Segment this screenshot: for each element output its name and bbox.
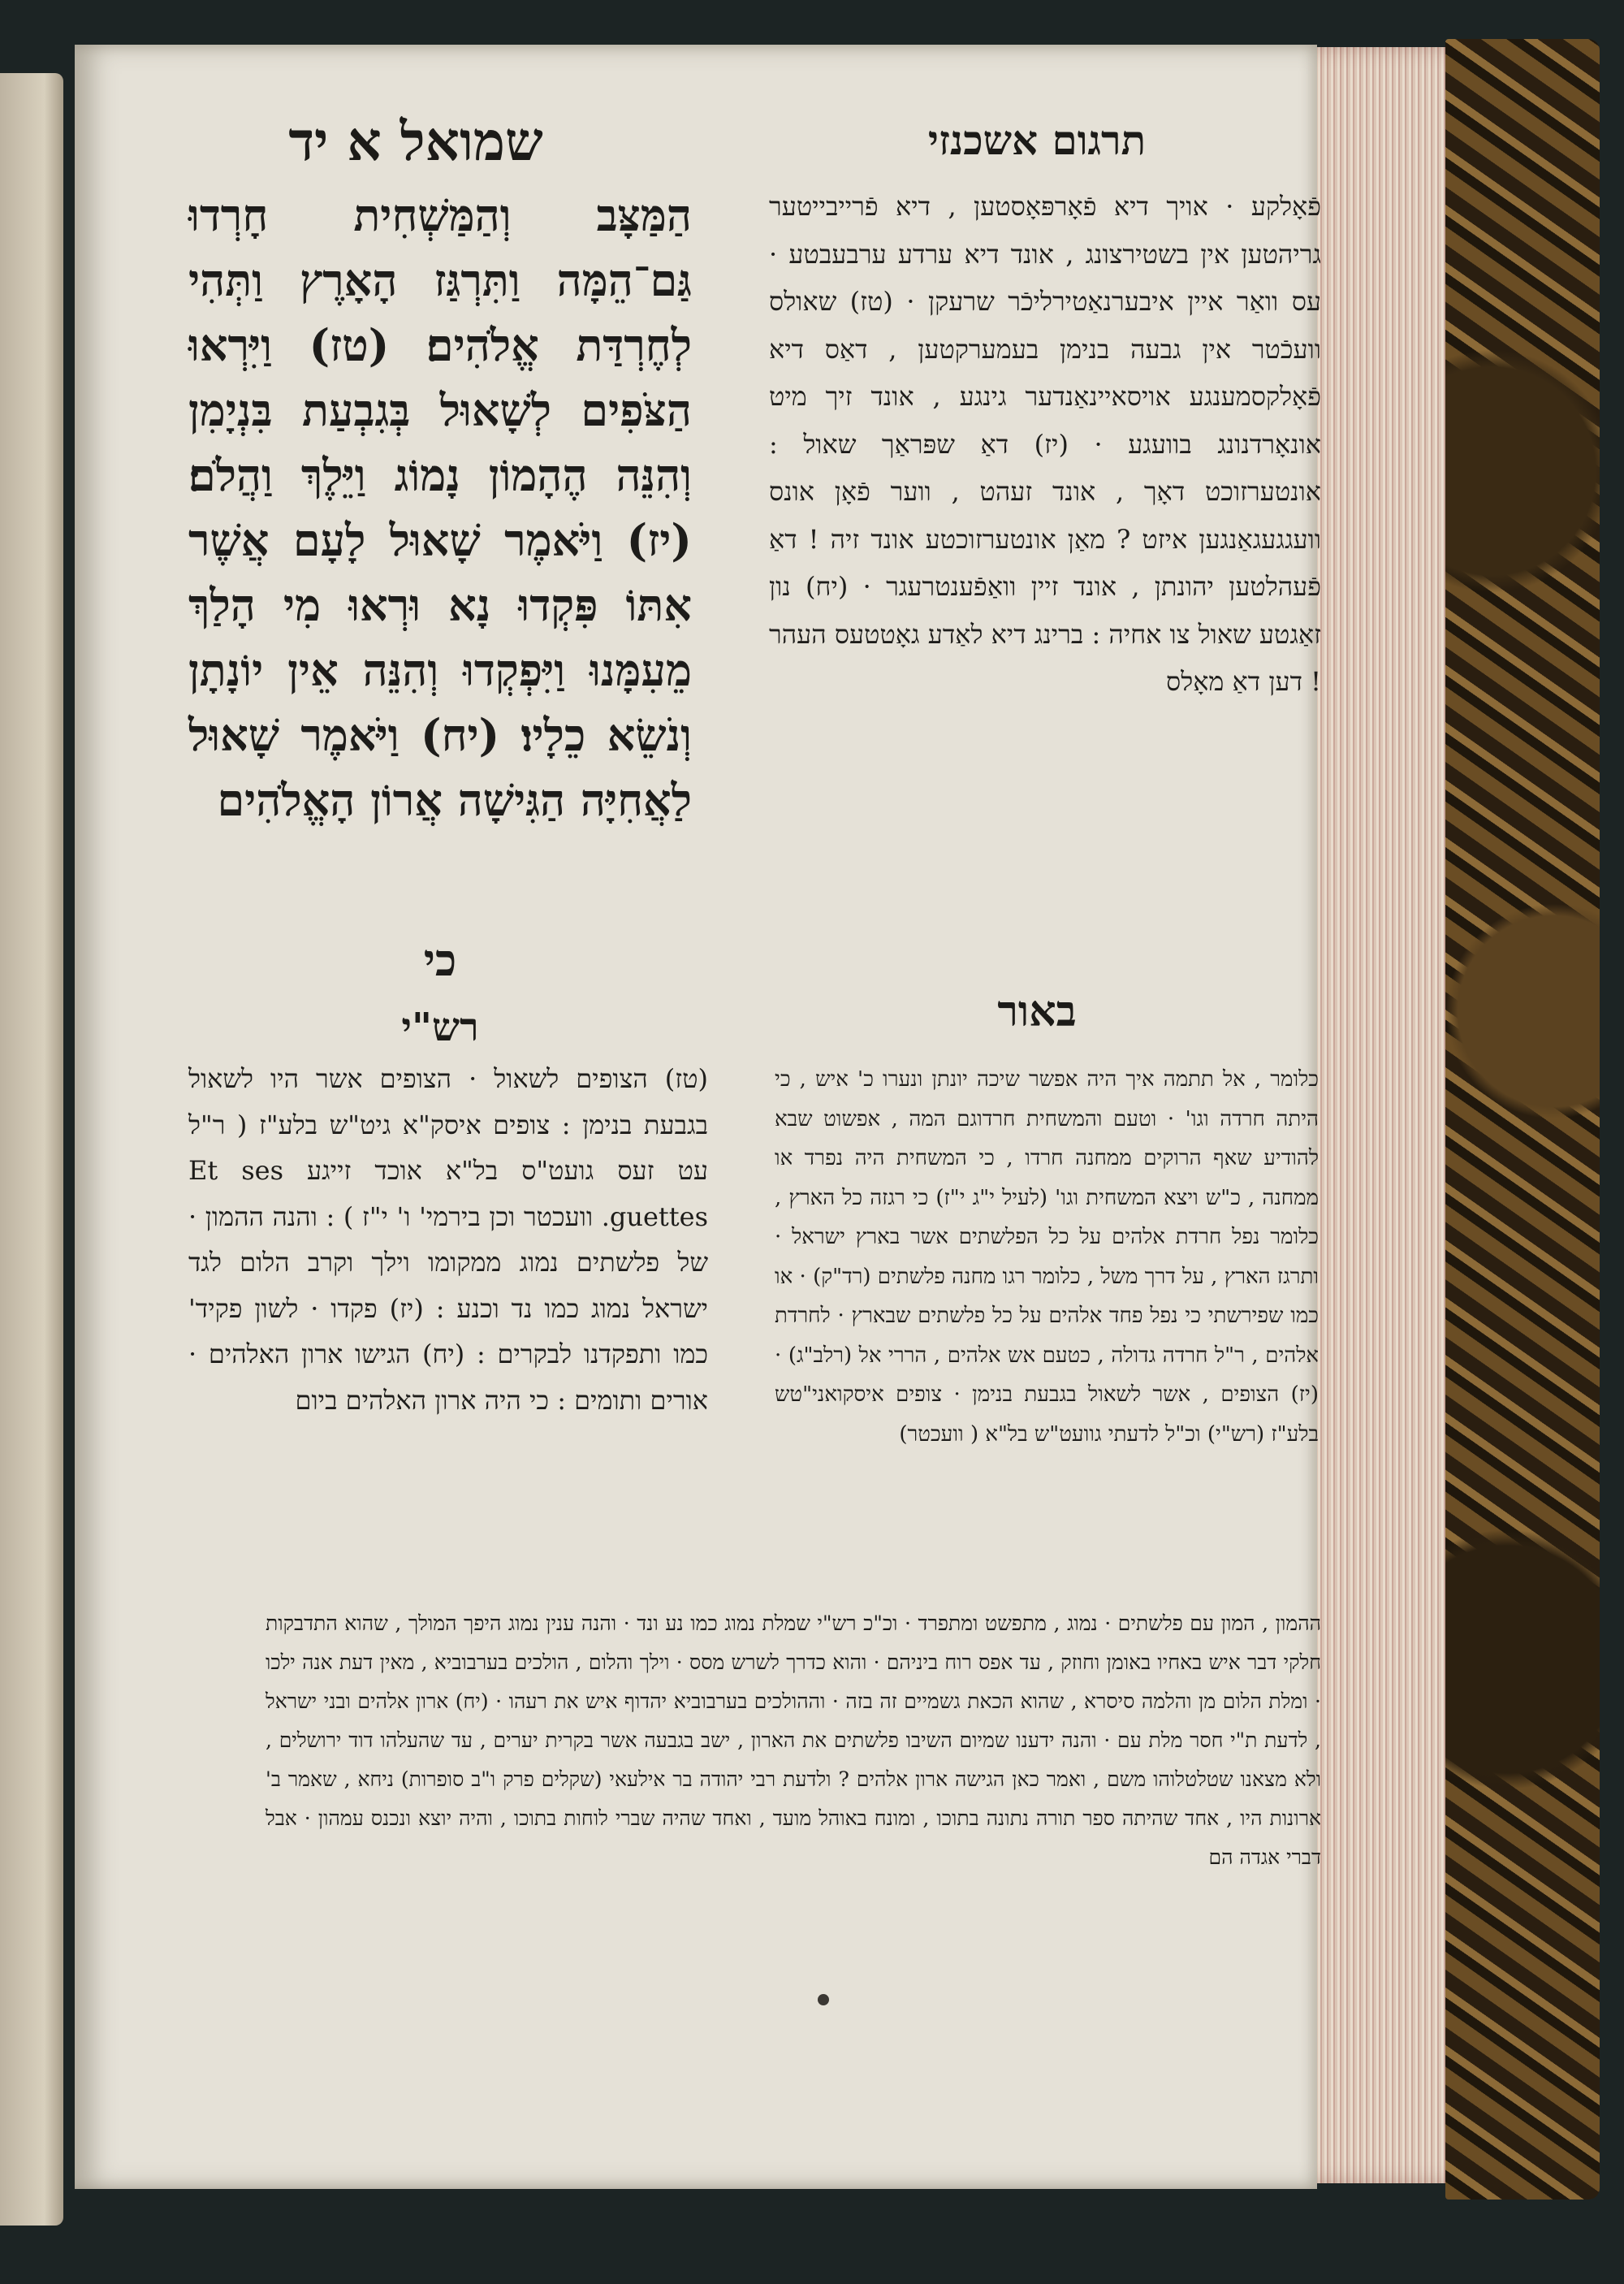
catchword: כי [423,934,457,986]
ink-spot [818,1994,829,2005]
rashi-commentary: (טז) הצופים לשאול · הצופים אשר היו לשאול בגבעת בנימן : צופים איסק"א גיט"ש בלע"ז ( ר"ל עט זעס גועט"ס בל"א אוכד זייגע Et ses guettes. וועכטר וכן בירמי' ו' י"ז ) : והנה ההמון · של פלשתים נמוג ממקומו וילך וקרב הלום לגד ישראל נמוג כמו נד וכנע : (יז) פקדו · לשון פקיד' כמו ותפקדנו לבקרים : (יח) הגישו ארון האלהים · אורים ותומים : כי היה ארון האלהים ביום [188,1063,708,1416]
facing-page-edge [0,73,63,2226]
biur-commentary-continued: ההמון , המון עם פלשתים · נמוג , מתפשט ומתפרד · וכ"כ רש"י שמלת נמוג כמו נע ונד · והנה ענין נמוג היפך המולך , שהוא התדבקות חלקי דבר איש באחיו באומן וחוזק , עד אפס רוח ביניהם · והוא כדרך לשרש מסס · וילך והלום , הולכים בערבוביא , מאין דעת אנה ילכו · ומלת הלום מן והלמה סיסרא , שהוא הכאת גשמיים זה בזה · וההולכים בערבוביא יהדוף איש את רעהו · (יח) ארון אלהים ובני ישראל , לדעת ת"י חסר מלת עם · והנה ידענו שמיום השיבו פלשתים את הארון , ישב בגבעה אשר בקרית יערים , עד שהעלהו דוד ירושלים , ולא מצאנו שטלטלוהו משם , ואמר כאן הגישה ארון אלהים ? ולדעת רבי יהודה בר אילעאי (שקלים פרק ו"ב סופרות) ניחא , שאמר ב' ארונות היו , אחד שהיתה ספר תורה נתונה בתוכו , ומונח באוהל מועד , ואחד שהיה שברי לוחות בתוכו , והיה יוצא ונכנס עמהון · אבל דברי אגדה הם [266,1611,1321,1869]
running-title-book: שמואל א יד [288,110,543,173]
rashi-heading: רש"י [401,1005,479,1050]
biur-commentary: כלומר , אל תתמה איך היה אפשר שיכה יונתן ונערו כ' איש , כי היתה חרדה וגו' · וטעם והמשחית חרדוגם המה , אפשוט שבא להודיע שאף הרוקים ממחנה חרדו , כי המשחית היה נפרד או ממחנה , כ"ש ויצא המשחית וגו' (לעיל י"ג י"ז) כי רגזה כל הארץ , כלומר נפל חרדת אלהים על כל הפלשתים אשר בארץ ישראל · ותרגז הארץ , על דרך משל , כלומר רגו מחנה פלשתים (רד"ק) · או כמו שפירשתי כי נפל פחד אלהים על כל פלשתים שבארץ · לחרדת אלהים , ר"ל חרדה גדולה , כטעם אש אלהים , הררי אל (רלב"ג) · (יז) הצופים , אשר לשאול בגבעת בנימן · צופים איסקואני"טש בלע"ז (רש"י) וכ"ל לדעתי גוועט"ש בל"א ( וועכטר) [775,1067,1319,1447]
targum-text-column: פֿאָלקע · אויך דיא פֿאָרפּאָסטען , דיא פֿרייבייטער גריהטען אין בשטירצונג , אונד דיא ערדע ערבעבטע · עס וואַר איין איבערנאַטירליכֿר שרעקן · (טז) שאולס וועכֿטר אין גבעה בנימן בעמערקטען , דאַס דיא פֿאָלקסמענגע אויסאיינאַנדער גינגע , אונד זיך מיט אונאָרדנונג בוועגע · (יז) דאַ שפּראַך שאול : אונטערזוכט דאָך , אונד זעהט , ווער פֿאָן אונס וועגגעגאַנגען איזט ? מאַן אונטערזוכטע אונד זיה ! דאַ פֿעהלטען יהונתן , אונד זיין וואַפֿענטרעגר · (יח) נון זאַגטע שאול צו אחיה : ברינג דיא לאַדע גאָטטעס העהר ! דען דאַ מאָלס [769,191,1321,697]
biur-heading: באור [997,987,1077,1036]
marbled-book-cover [1445,39,1600,2200]
book-page [75,45,1321,2189]
bible-text-column: הַמַּצָּב וְהַמַּשְׁחִית חָרְדוּ גַּם־הֵמָּה וַתִּרְגַּז הָאָרֶץ וַתְּהִי לְחֶרְדַּת אֱלֹהִים׃ (טז) וַיִּרְאוּ הַצֹּפִים לְשָׁאוּל בְּגִבְעַת בִּנְיָמִן וְהִנֵּה הֶהָמוֹן נָמוֹג וַיֵּלֶךְ וַהֲלֹם׃ (יז) וַיֹּאמֶר שָׁאוּל לָעָם אֲשֶׁר אִתּוֹ פִּקְדוּ נָא וּרְאוּ מִי הָלַךְ מֵעִמָּנוּ וַיִּפְקְדוּ וְהִנֵּה אֵין יוֹנָתָן וְנֹשֵׂא כֵלָיו׃ (יח) וַיֹּאמֶר שָׁאוּל לַאֲחִיָּה הַגִּישָׁה אֲרוֹן הָאֱלֹהִים [188,189,692,826]
running-title-targum: תרגום אשכנזי [927,116,1147,164]
